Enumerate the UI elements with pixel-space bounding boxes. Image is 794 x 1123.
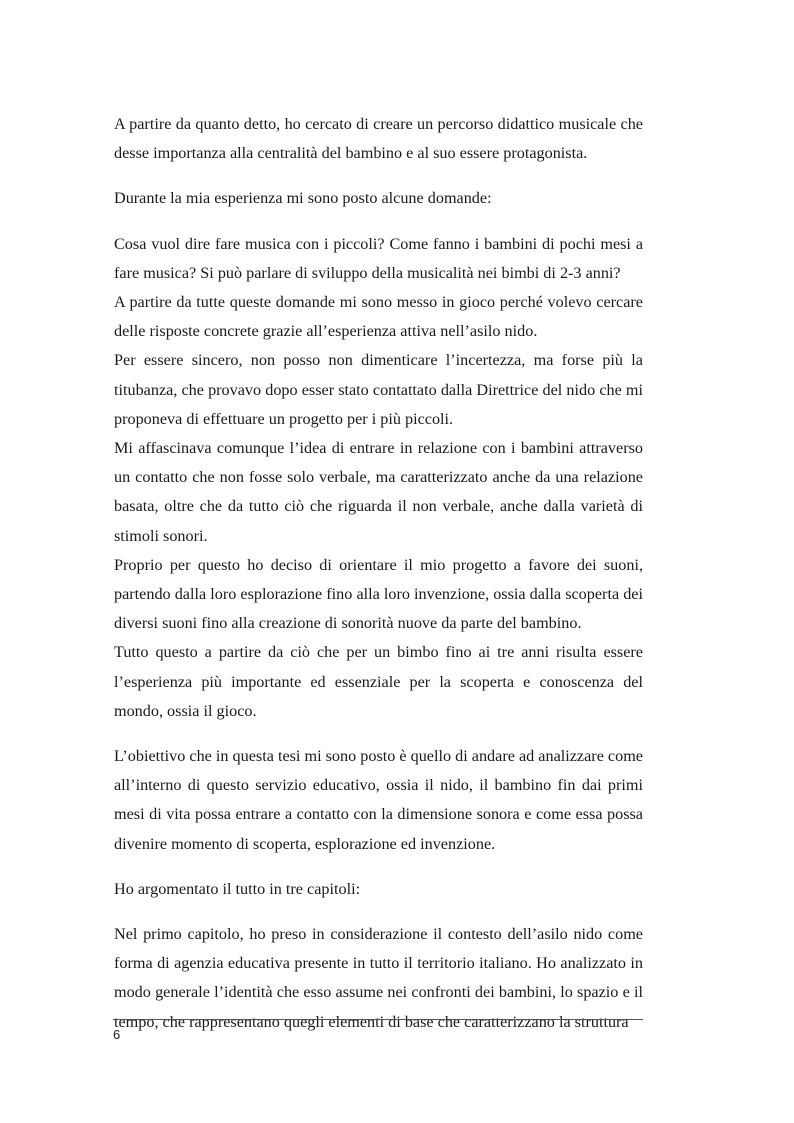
- paragraph-relation: Mi affascinava comunque l’idea di entrare in relazione con i bambini attraverso un contatto che non fosse solo verbale, ma caratterizzato anche da una relazione basata, oltre che da tutto ciò che riguarda il non verbale, anche dalla varietà di stimoli sonori.: [114, 439, 643, 545]
- paragraph-uncertainty: Per essere sincero, non posso non dimenticare l’incertezza, ma forse più la titubanza, che provavo dopo esser stato contattato dalla Direttrice del nido che mi proponeva di effettuare un progetto per i più piccoli.: [114, 351, 643, 428]
- paragraph-questions-lead: Durante la mia esperienza mi sono posto alcune domande:: [114, 189, 492, 208]
- paragraph-answers: A partire da tutte queste domande mi sono messo in gioco perché volevo cercare delle risposte concrete grazie all’esperienza attiva nell’asilo nido.: [114, 293, 643, 341]
- paragraph-chapters-lead: Ho argomentato il tutto in tre capitoli:: [114, 879, 361, 898]
- paragraph-play: Tutto questo a partire da ciò che per un bimbo fino ai tre anni risulta essere l’esperienza più importante ed essenziale per la scoperta e conoscenza del mondo, ossia il gioco.: [114, 643, 643, 720]
- paragraph-first-chapter: Nel primo capitolo, ho preso in considerazione il contesto dell’asilo nido come forma di agenzia educativa presente in tutto il territorio italiano. Ho analizzato in modo generale l’identità che esso assume nei confronti dei bambini, lo spazio e il tempo, che rappresentano quegli elementi di base che caratterizzano la struttura: [114, 925, 643, 1031]
- paragraph-intro: A partire da quanto detto, ho cercato di creare un percorso didattico musicale che desse importanza alla centralità del bambino e al suo essere protagonista.: [114, 115, 643, 163]
- body-text: [114, 110, 643, 1037]
- paragraph-objective: L’obiettivo che in questa tesi mi sono posto è quello di andare ad analizzare come all’interno di questo servizio educativo, ossia il nido, il bambino fin dai primi mesi di vita possa entrare a contatto con la dimensione sonora e come essa possa divenire momento di scoperta, esplorazione ed invenzione.: [114, 747, 643, 853]
- footer-divider: [113, 1019, 643, 1020]
- page-number: 6: [113, 1027, 121, 1042]
- paragraph-questions: Cosa vuol dire fare musica con i piccoli? Come fanno i bambini di pochi mesi a fare musica? Si può parlare di sviluppo della musicalità nei bimbi di 2-3 anni?: [114, 234, 643, 282]
- paragraph-project: Proprio per questo ho deciso di orientare il mio progetto a favore dei suoni, partendo dalla loro esplorazione fino alla loro invenzione, ossia dalla scoperta dei diversi suoni fino alla creazione di sonorità nuove da parte del bambino.: [114, 555, 643, 633]
